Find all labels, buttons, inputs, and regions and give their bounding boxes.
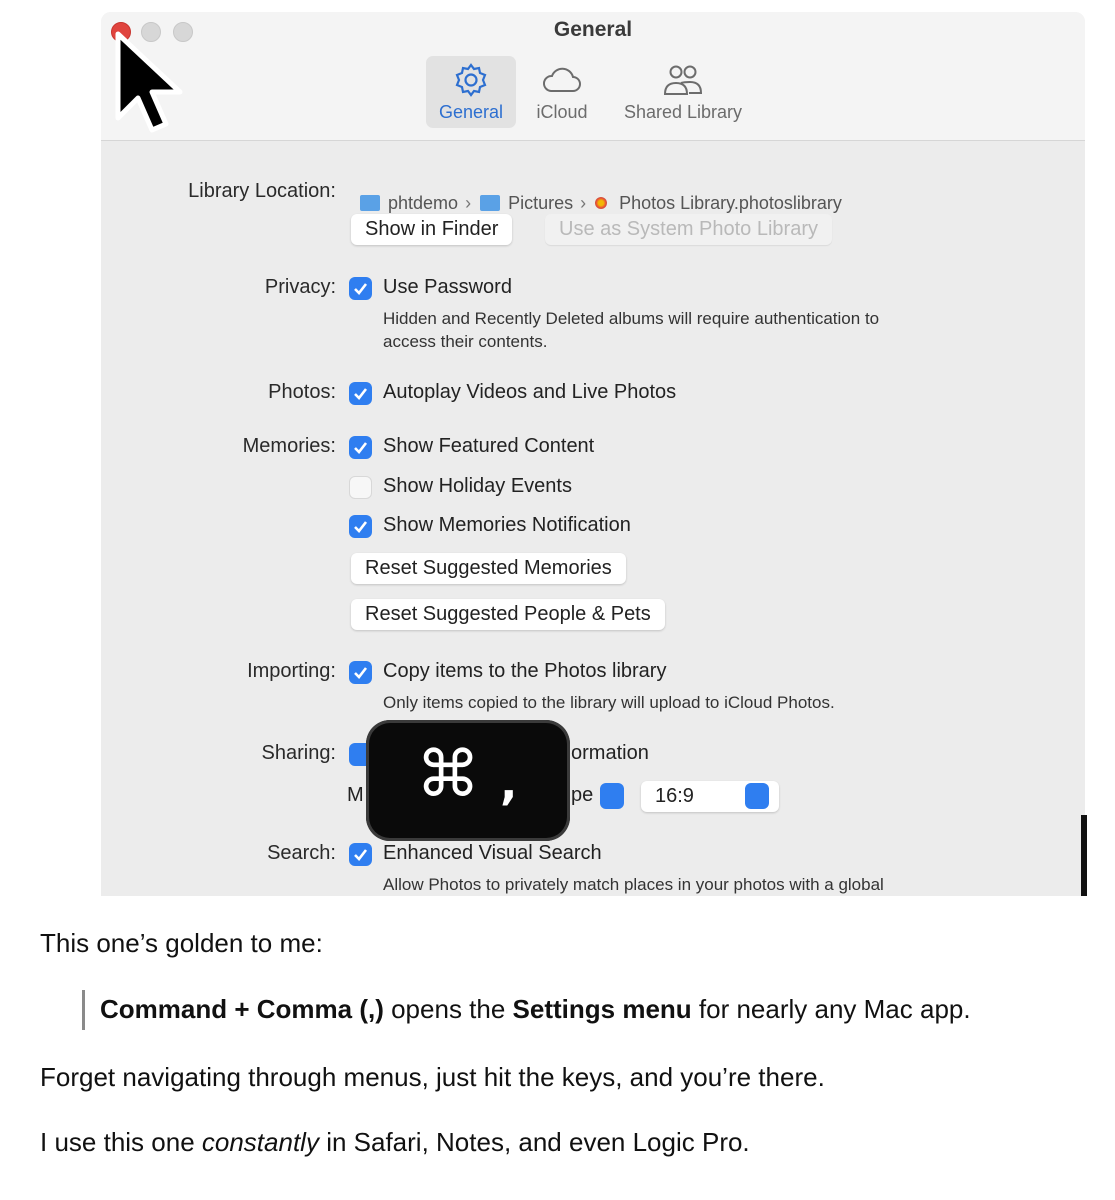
sharing-option-label: ormation xyxy=(571,742,649,764)
blockquote xyxy=(100,994,971,1025)
use-as-system-library-button[interactable]: Use as System Photo Library xyxy=(545,214,832,245)
importing-note: Only items copied to the library will upload to iCloud Photos. xyxy=(383,693,835,712)
chevron-right-icon: › xyxy=(465,193,472,213)
article-paragraph-1: Forget navigating through menus, just hit the keys, and you’re there. xyxy=(40,1062,825,1092)
search-label: Search: xyxy=(267,842,336,864)
window-title: General xyxy=(553,18,633,41)
show-in-finder-button[interactable]: Show in Finder xyxy=(351,214,512,245)
photos-app-icon xyxy=(595,197,607,209)
chevron-updown-icon[interactable] xyxy=(600,783,624,809)
tab-label: iCloud xyxy=(536,102,588,122)
privacy-note-line1: Hidden and Recently Deleted albums will require authentication to xyxy=(383,309,880,328)
people-icon xyxy=(613,60,753,102)
memories-notification-checkbox[interactable] xyxy=(349,515,372,538)
sharing-sub-label: M xyxy=(347,784,364,806)
featured-content-label: Show Featured Content xyxy=(383,435,595,457)
settings-window xyxy=(101,12,1085,896)
library-location-label: Library Location: xyxy=(188,180,336,202)
gear-icon xyxy=(426,60,516,102)
para2-emphasis: constantly xyxy=(201,1127,319,1157)
holiday-events-label: Show Holiday Events xyxy=(383,475,572,497)
tab-shared-library[interactable] xyxy=(613,56,753,128)
reset-suggested-memories-button[interactable]: Reset Suggested Memories xyxy=(351,553,626,584)
tab-label: General xyxy=(438,102,504,122)
window-toolbar xyxy=(101,12,1085,141)
breadcrumb xyxy=(360,193,842,214)
privacy-note-line2: access their contents. xyxy=(383,332,548,351)
path-item[interactable]: phtdemo xyxy=(388,193,459,213)
importing-label: Importing: xyxy=(247,660,336,682)
folder-icon xyxy=(480,195,500,211)
reset-people-pets-button[interactable]: Reset Suggested People & Pets xyxy=(351,599,665,630)
autoplay-label: Autoplay Videos and Live Photos xyxy=(383,381,677,403)
enhanced-visual-search-label: Enhanced Visual Search xyxy=(383,842,602,864)
para2-end: in Safari, Notes, and even Logic Pro. xyxy=(318,1127,750,1157)
tab-general[interactable] xyxy=(426,56,516,128)
article-paragraph-2 xyxy=(40,1127,750,1158)
aspect-ratio-value: 16:9 xyxy=(655,785,694,807)
tab-label: Shared Library xyxy=(623,102,743,122)
quote-bold-shortcut: Command + Comma (,) xyxy=(100,994,384,1024)
copy-items-checkbox[interactable] xyxy=(349,661,372,684)
quote-bold-settings: Settings menu xyxy=(512,994,692,1024)
use-password-label: Use Password xyxy=(383,276,512,298)
copy-items-label: Copy items to the Photos library xyxy=(383,660,667,682)
article-intro: This one’s golden to me: xyxy=(40,928,323,958)
chevron-right-icon: › xyxy=(580,193,587,213)
sharing-type-select[interactable]: pe xyxy=(571,784,594,806)
sharing-label: Sharing: xyxy=(261,742,336,764)
path-item[interactable]: Photos Library.photoslibrary xyxy=(619,193,842,213)
command-key-icon: ⌘ xyxy=(416,738,480,812)
search-note: Allow Photos to privately match places in your photos with a global xyxy=(383,875,884,894)
holiday-events-checkbox[interactable] xyxy=(349,476,372,499)
privacy-label: Privacy: xyxy=(264,276,336,298)
cloud-icon xyxy=(526,60,598,102)
memories-notification-label: Show Memories Notification xyxy=(383,514,631,536)
chevron-updown-icon[interactable] xyxy=(745,783,769,809)
photos-label: Photos: xyxy=(268,381,336,403)
use-password-checkbox[interactable] xyxy=(349,277,372,300)
blockquote-bar xyxy=(82,990,85,1030)
quote-text-end: for nearly any Mac app. xyxy=(691,994,971,1024)
tab-icloud[interactable] xyxy=(526,56,598,128)
enhanced-visual-search-checkbox[interactable] xyxy=(349,843,372,866)
para2-start: I use this one xyxy=(40,1127,202,1157)
keyboard-shortcut-overlay xyxy=(366,720,570,841)
path-item[interactable]: Pictures xyxy=(508,193,574,213)
folder-icon xyxy=(360,195,380,211)
quote-text: opens the xyxy=(383,994,513,1024)
comma-key-icon: , xyxy=(500,756,518,810)
cursor-arrow-icon xyxy=(112,30,186,140)
featured-content-checkbox[interactable] xyxy=(349,436,372,459)
window-edge xyxy=(1081,815,1087,896)
memories-label: Memories: xyxy=(242,435,336,457)
autoplay-checkbox[interactable] xyxy=(349,382,372,405)
